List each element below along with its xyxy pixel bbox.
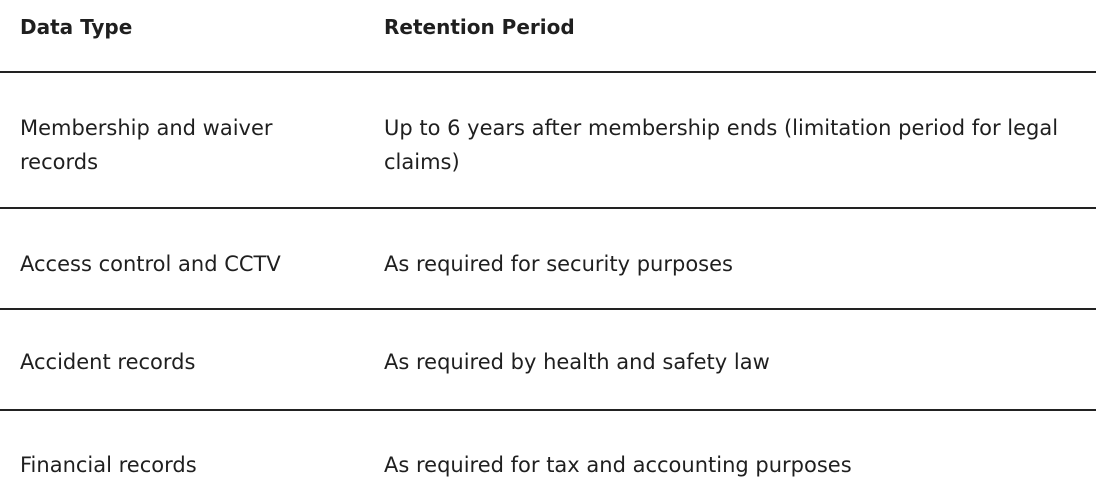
header-data-type: Data Type	[0, 0, 364, 72]
table-row	[0, 72, 1096, 208]
table-row	[0, 410, 1096, 502]
table-row	[0, 309, 1096, 410]
cell-data-type: Access control and CCTV	[0, 208, 364, 309]
cell-retention-period: As required by health and safety law	[364, 309, 1096, 410]
cell-data-type: Financial records	[20, 452, 197, 477]
header-row	[0, 0, 1096, 72]
cell-retention-period: As required for tax and accounting purposes	[384, 452, 852, 477]
cell-data-type: Membership and waiver records	[0, 72, 364, 208]
cell-data-type: Accident records	[0, 309, 364, 410]
cell-retention-period: Up to 6 years after membership ends (limitation period for legal claims)	[364, 72, 1096, 208]
header-retention-period: Retention Period	[364, 0, 1096, 72]
table-row	[0, 208, 1096, 309]
cell-retention-period: As required for security purposes	[364, 208, 1096, 309]
table-body	[0, 72, 1096, 502]
table-header	[0, 0, 1096, 72]
